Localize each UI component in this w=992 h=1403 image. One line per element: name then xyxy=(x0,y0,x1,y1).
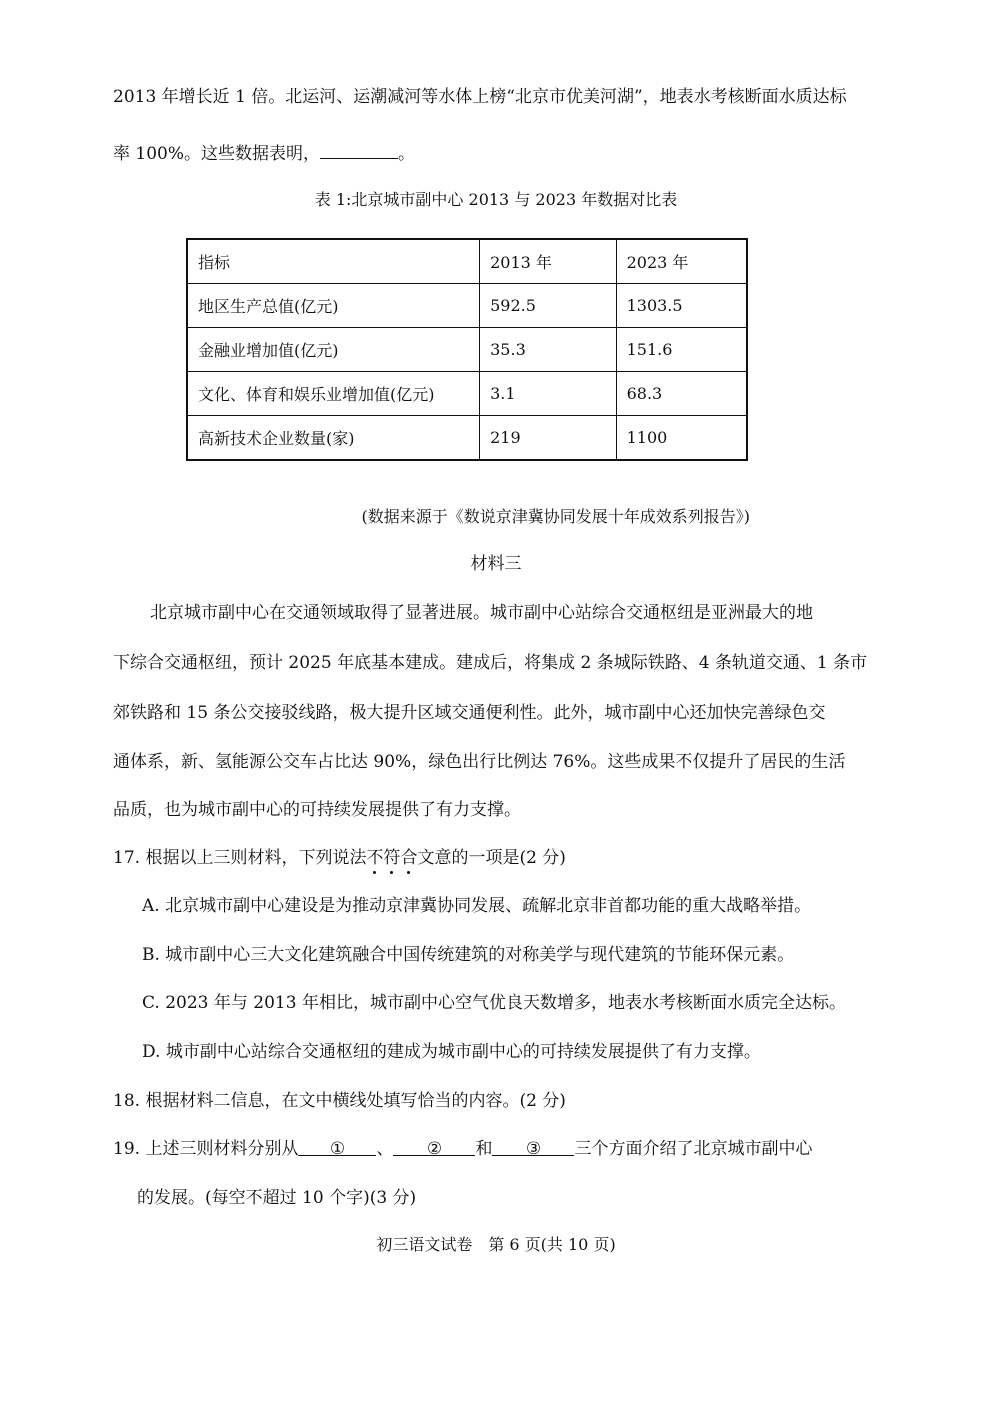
answer-blank-2[interactable]: ② xyxy=(393,1137,475,1156)
material3-line-1: 北京城市副中心在交通领域取得了显著进展。城市副中心站综合交通枢纽是亚洲最大的地 xyxy=(150,603,813,623)
table-source: (数据来源于《数说京津冀协同发展十年成效系列报告》) xyxy=(361,507,750,526)
table-header-cell: 指标 xyxy=(187,239,480,284)
table-cell: 151.6 xyxy=(616,328,747,372)
question-19-line-1 xyxy=(113,1137,812,1161)
intro-line-2-prefix: 率 100%。这些数据表明， xyxy=(113,144,321,164)
answer-blank-1[interactable]: ① xyxy=(298,1137,376,1156)
material3-line-2: 下综合交通枢纽，预计 2025 年底基本建成。建成后，将集成 2 条城际铁路、4 条轨道交通、1 条市 xyxy=(113,653,868,673)
option-d: D. 城市副中心站综合交通枢纽的建成为城市副中心的可持续发展提供了有力支撑。 xyxy=(142,1042,761,1062)
option-a: A. 北京城市副中心建设是为推动京津冀协同发展、疏解北京非首都功能的重大战略举措。 xyxy=(142,896,812,916)
question-17-prefix: 17. 根据以上三则材料，下列说法 xyxy=(113,848,367,868)
emphasis-char: 符 xyxy=(383,848,401,868)
table-cell: 地区生产总值(亿元) xyxy=(187,284,480,328)
section-title-material-3: 材料三 xyxy=(470,554,522,574)
answer-blank-3[interactable]: ③ xyxy=(492,1137,574,1156)
page-footer: 初三语文试卷 第 6 页(共 10 页) xyxy=(376,1235,616,1254)
table-cell: 3.1 xyxy=(480,372,616,416)
material3-line-5: 品质，也为城市副中心的可持续发展提供了有力支撑。 xyxy=(113,800,521,820)
intro-line-2-suffix: 。 xyxy=(398,144,416,164)
table-row xyxy=(187,328,747,372)
table-header-cell: 2023 年 xyxy=(616,239,747,284)
table-cell: 68.3 xyxy=(616,372,747,416)
table-row xyxy=(187,284,747,328)
table-row xyxy=(187,372,747,416)
table-header-row xyxy=(187,239,747,284)
intro-line-2 xyxy=(113,140,415,166)
table-cell: 文化、体育和娱乐业增加值(亿元) xyxy=(187,372,480,416)
question-17-stem xyxy=(113,846,566,870)
table-cell: 592.5 xyxy=(480,284,616,328)
question-19-sep-2: 和 xyxy=(475,1139,493,1159)
answer-blank-conclusion[interactable] xyxy=(320,140,398,159)
question-18: 18. 根据材料二信息，在文中横线处填写恰当的内容。(2 分) xyxy=(113,1091,566,1111)
question-17-suffix: 文意的一项是(2 分) xyxy=(417,848,566,868)
comparison-table xyxy=(186,238,748,461)
option-b: B. 城市副中心三大文化建筑融合中国传统建筑的对称美学与现代建筑的节能环保元素。 xyxy=(142,945,795,965)
table-cell: 金融业增加值(亿元) xyxy=(187,328,480,372)
intro-line-1: 2013 年增长近 1 倍。北运河、运潮减河等水体上榜“北京市优美河湖”，地表水考核断面水质达标 xyxy=(113,87,847,107)
question-19-suffix: 三个方面介绍了北京城市副中心 xyxy=(574,1139,813,1159)
emphasis-char: 合 xyxy=(400,848,418,868)
table-cell: 1100 xyxy=(616,416,747,461)
material3-line-3: 郊铁路和 15 条公交接驳线路，极大提升区域交通便利性。此外，城市副中心还加快完善绿色交 xyxy=(113,703,826,723)
table-cell: 高新技术企业数量(家) xyxy=(187,416,480,461)
material3-line-4: 通体系，新、氢能源公交车占比达 90%，绿色出行比例达 76%。这些成果不仅提升了居民的生活 xyxy=(113,752,846,772)
table-header-cell: 2013 年 xyxy=(480,239,616,284)
table-cell: 35.3 xyxy=(480,328,616,372)
question-19-line-2: 的发展。(每空不超过 10 个字)(3 分) xyxy=(137,1188,417,1208)
table-cell: 1303.5 xyxy=(616,284,747,328)
table-row xyxy=(187,416,747,461)
emphasis-char: 不 xyxy=(366,848,384,868)
question-19-prefix: 19. 上述三则材料分别从 xyxy=(113,1139,299,1159)
table-cell: 219 xyxy=(480,416,616,461)
table-caption: 表 1:北京城市副中心 2013 与 2023 年数据对比表 xyxy=(314,190,678,209)
question-19-sep-1: 、 xyxy=(376,1139,394,1159)
option-c: C. 2023 年与 2013 年相比，城市副中心空气优良天数增多，地表水考核断面水质完全达标。 xyxy=(142,993,846,1013)
